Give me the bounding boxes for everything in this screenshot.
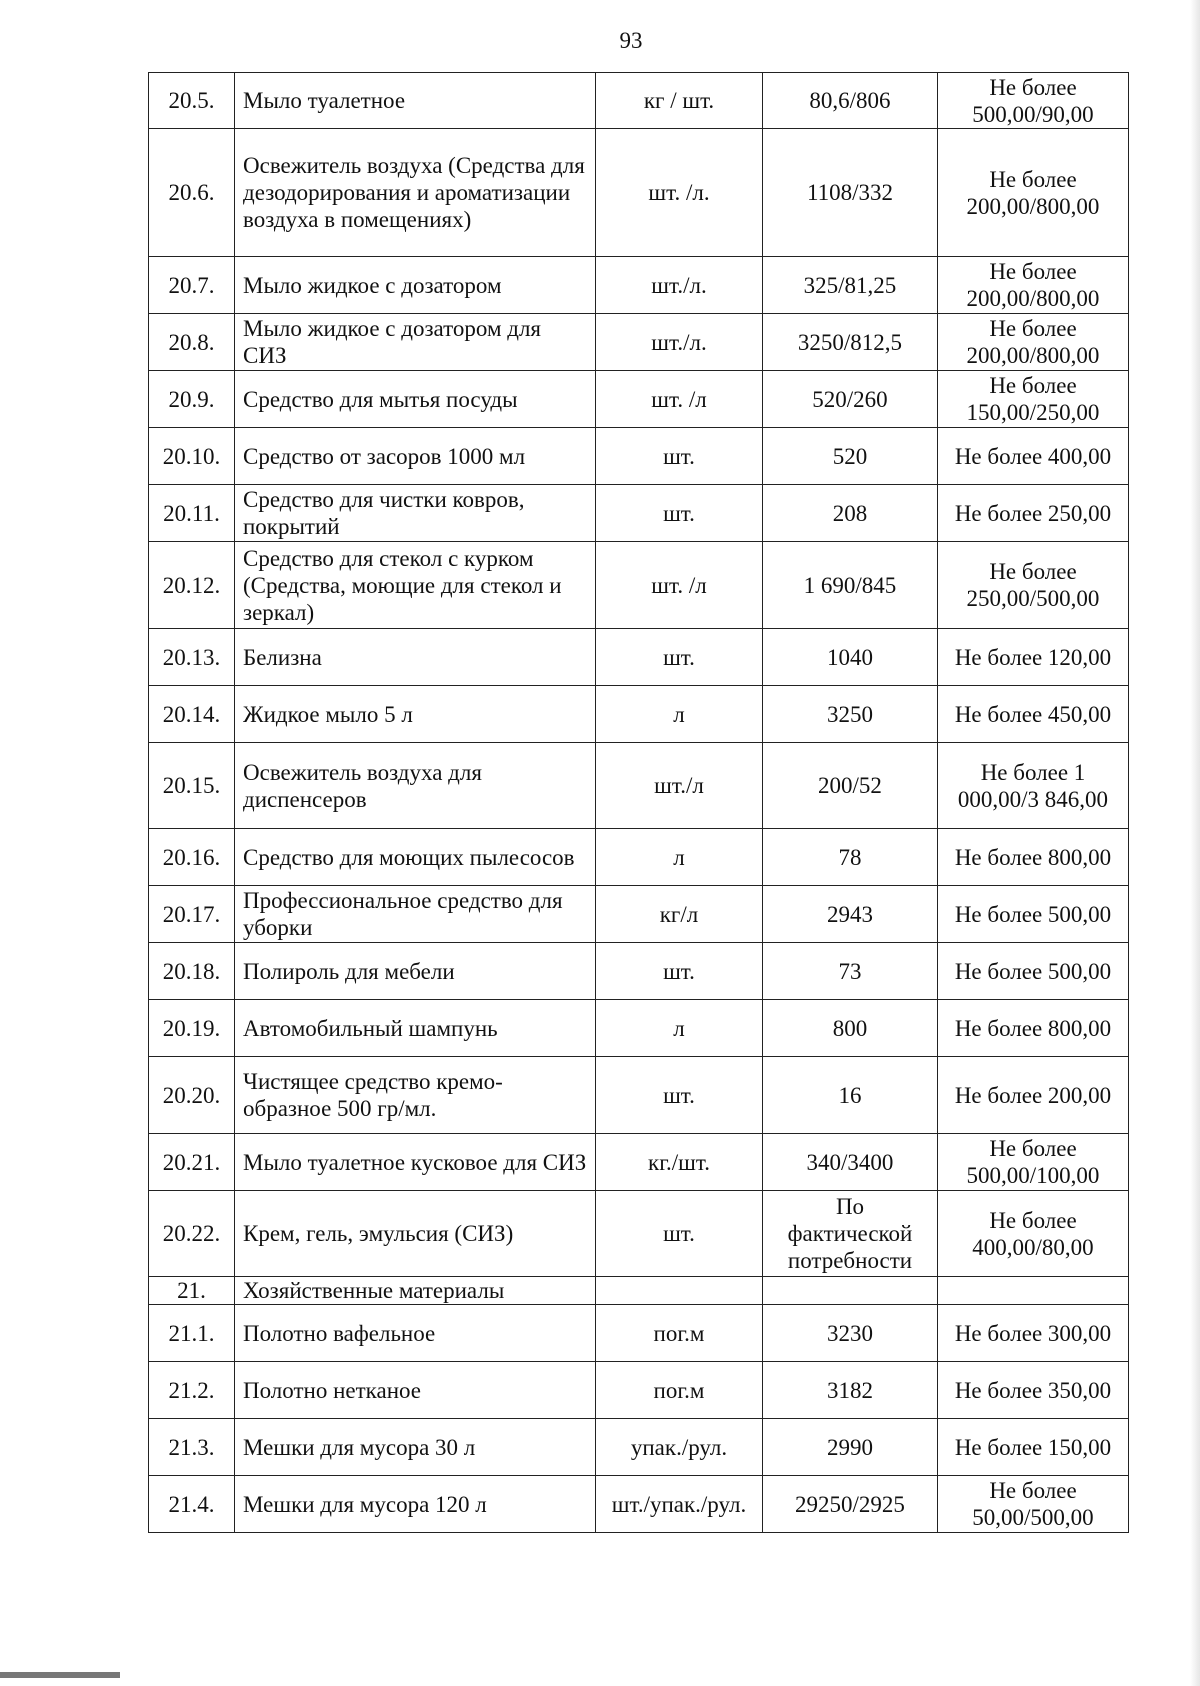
item-quantity: 520	[763, 428, 938, 485]
item-unit	[596, 1277, 763, 1305]
table-row	[149, 1419, 1129, 1476]
table-row	[149, 1134, 1129, 1191]
item-name: Мыло туалетное кусковое для СИЗ	[235, 1134, 596, 1191]
table-row	[149, 743, 1129, 829]
item-unit: пог.м	[596, 1305, 763, 1362]
item-name: Мыло туалетное	[235, 73, 596, 129]
item-price-limit: Не более 250,00	[938, 485, 1129, 542]
row-number: 20.15.	[149, 743, 235, 829]
item-price-limit: Не более 150,00/250,00	[938, 371, 1129, 428]
item-unit: шт./л.	[596, 314, 763, 371]
item-price-limit: Не более 300,00	[938, 1305, 1129, 1362]
row-number: 20.18.	[149, 943, 235, 1000]
item-price-limit: Не более 1 000,00/3 846,00	[938, 743, 1129, 829]
item-quantity: 73	[763, 943, 938, 1000]
item-price-limit: Не более 120,00	[938, 629, 1129, 686]
table-row	[149, 943, 1129, 1000]
row-number: 20.10.	[149, 428, 235, 485]
item-unit: шт./упак./рул.	[596, 1476, 763, 1533]
row-number: 20.9.	[149, 371, 235, 428]
row-number: 20.8.	[149, 314, 235, 371]
table-row	[149, 1476, 1129, 1533]
table-row	[149, 314, 1129, 371]
section-row	[149, 1277, 1129, 1305]
item-unit: шт.	[596, 943, 763, 1000]
row-number: 20.17.	[149, 886, 235, 943]
item-name: Чистящее средство кремо-образное 500 гр/мл.	[235, 1057, 596, 1134]
item-quantity: 200/52	[763, 743, 938, 829]
item-name: Белизна	[235, 629, 596, 686]
item-quantity: 3230	[763, 1305, 938, 1362]
item-quantity	[763, 1277, 938, 1305]
row-number: 20.16.	[149, 829, 235, 886]
table-row	[149, 542, 1129, 629]
row-number: 20.14.	[149, 686, 235, 743]
row-number: 20.7.	[149, 257, 235, 314]
item-unit: шт.	[596, 1057, 763, 1134]
row-number: 21.4.	[149, 1476, 235, 1533]
table-row	[149, 1305, 1129, 1362]
item-name: Мешки для мусора 30 л	[235, 1419, 596, 1476]
item-price-limit: Не более 250,00/500,00	[938, 542, 1129, 629]
table-row	[149, 1191, 1129, 1277]
item-price-limit: Не более 500,00	[938, 886, 1129, 943]
item-name: Крем, гель, эмульсия (СИЗ)	[235, 1191, 596, 1277]
item-price-limit: Не более 150,00	[938, 1419, 1129, 1476]
item-price-limit: Не более 200,00/800,00	[938, 314, 1129, 371]
item-unit: шт.	[596, 428, 763, 485]
item-quantity: По фактической потребности	[763, 1191, 938, 1277]
page-number: 93	[619, 28, 643, 53]
scan-bottom-mark	[0, 1672, 120, 1678]
item-quantity: 340/3400	[763, 1134, 938, 1191]
item-name: Мешки для мусора 120 л	[235, 1476, 596, 1533]
item-price-limit: Не более 400,00	[938, 428, 1129, 485]
item-quantity: 1040	[763, 629, 938, 686]
item-price-limit: Не более 200,00/800,00	[938, 257, 1129, 314]
item-unit: кг/л	[596, 886, 763, 943]
table-row	[149, 886, 1129, 943]
item-name: Жидкое мыло 5 л	[235, 686, 596, 743]
item-unit: л	[596, 1000, 763, 1057]
item-unit: л	[596, 686, 763, 743]
row-number: 20.13.	[149, 629, 235, 686]
table-row	[149, 1362, 1129, 1419]
item-name: Автомобильный шампунь	[235, 1000, 596, 1057]
item-quantity: 2990	[763, 1419, 938, 1476]
item-unit: шт.	[596, 629, 763, 686]
item-unit: шт.	[596, 1191, 763, 1277]
item-unit: шт.	[596, 485, 763, 542]
scan-edge-shadow	[1190, 0, 1200, 1686]
table-row	[149, 829, 1129, 886]
row-number: 20.11.	[149, 485, 235, 542]
item-quantity: 3250/812,5	[763, 314, 938, 371]
item-unit: кг./шт.	[596, 1134, 763, 1191]
table-row	[149, 257, 1129, 314]
row-number: 21.3.	[149, 1419, 235, 1476]
table-row	[149, 371, 1129, 428]
item-price-limit: Не более 800,00	[938, 1000, 1129, 1057]
row-number: 20.12.	[149, 542, 235, 629]
item-quantity: 1108/332	[763, 129, 938, 257]
table-row	[149, 1057, 1129, 1134]
table-row	[149, 1000, 1129, 1057]
row-number: 21.2.	[149, 1362, 235, 1419]
item-price-limit	[938, 1277, 1129, 1305]
item-unit: пог.м	[596, 1362, 763, 1419]
item-name: Мыло жидкое с дозатором для СИЗ	[235, 314, 596, 371]
item-price-limit: Не более 400,00/80,00	[938, 1191, 1129, 1277]
item-quantity: 78	[763, 829, 938, 886]
item-quantity: 208	[763, 485, 938, 542]
table-row	[149, 428, 1129, 485]
item-name: Средство для чистки ковров, покрытий	[235, 485, 596, 542]
item-name: Полироль для мебели	[235, 943, 596, 1000]
item-name: Профессиональное средство для уборки	[235, 886, 596, 943]
item-unit: шт./л	[596, 743, 763, 829]
row-number: 20.5.	[149, 73, 235, 129]
item-price-limit: Не более 450,00	[938, 686, 1129, 743]
item-name: Освежитель воздуха (Средства для дезодорирования и ароматизации воздуха в помещениях)	[235, 129, 596, 257]
item-name: Средство для мытья посуды	[235, 371, 596, 428]
item-unit: шт. /л	[596, 542, 763, 629]
item-price-limit: Не более 500,00/90,00	[938, 73, 1129, 129]
item-price-limit: Не более 200,00	[938, 1057, 1129, 1134]
row-number: 20.6.	[149, 129, 235, 257]
item-unit: шт. /л	[596, 371, 763, 428]
item-quantity: 800	[763, 1000, 938, 1057]
item-unit: упак./рул.	[596, 1419, 763, 1476]
item-price-limit: Не более 800,00	[938, 829, 1129, 886]
item-unit: л	[596, 829, 763, 886]
item-name: Освежитель воздуха для диспенсеров	[235, 743, 596, 829]
row-number: 20.19.	[149, 1000, 235, 1057]
item-quantity: 1 690/845	[763, 542, 938, 629]
item-name: Средство от засоров 1000 мл	[235, 428, 596, 485]
item-quantity: 16	[763, 1057, 938, 1134]
row-number: 21.1.	[149, 1305, 235, 1362]
item-quantity: 3182	[763, 1362, 938, 1419]
item-quantity: 325/81,25	[763, 257, 938, 314]
item-quantity: 80,6/806	[763, 73, 938, 129]
section-title: Хозяйственные материалы	[235, 1277, 596, 1305]
table-row	[149, 485, 1129, 542]
item-quantity: 3250	[763, 686, 938, 743]
item-unit: шт./л.	[596, 257, 763, 314]
table-row	[149, 629, 1129, 686]
table-row	[149, 73, 1129, 129]
item-name: Средство для моющих пылесосов	[235, 829, 596, 886]
row-number: 20.20.	[149, 1057, 235, 1134]
item-quantity: 2943	[763, 886, 938, 943]
row-number: 20.21.	[149, 1134, 235, 1191]
section-number: 21.	[149, 1277, 235, 1305]
goods-table	[148, 72, 1129, 1533]
item-unit: шт. /л.	[596, 129, 763, 257]
table-row	[149, 129, 1129, 257]
item-name: Полотно вафельное	[235, 1305, 596, 1362]
item-name: Средство для стекол с курком (Средства, моющие для стекол и зеркал)	[235, 542, 596, 629]
item-price-limit: Не более 500,00	[938, 943, 1129, 1000]
row-number: 20.22.	[149, 1191, 235, 1277]
item-price-limit: Не более 350,00	[938, 1362, 1129, 1419]
item-quantity: 520/260	[763, 371, 938, 428]
item-price-limit: Не более 500,00/100,00	[938, 1134, 1129, 1191]
item-quantity: 29250/2925	[763, 1476, 938, 1533]
table-row	[149, 686, 1129, 743]
item-price-limit: Не более 200,00/800,00	[938, 129, 1129, 257]
item-name: Мыло жидкое с дозатором	[235, 257, 596, 314]
item-name: Полотно нетканое	[235, 1362, 596, 1419]
item-price-limit: Не более 50,00/500,00	[938, 1476, 1129, 1533]
item-unit: кг / шт.	[596, 73, 763, 129]
